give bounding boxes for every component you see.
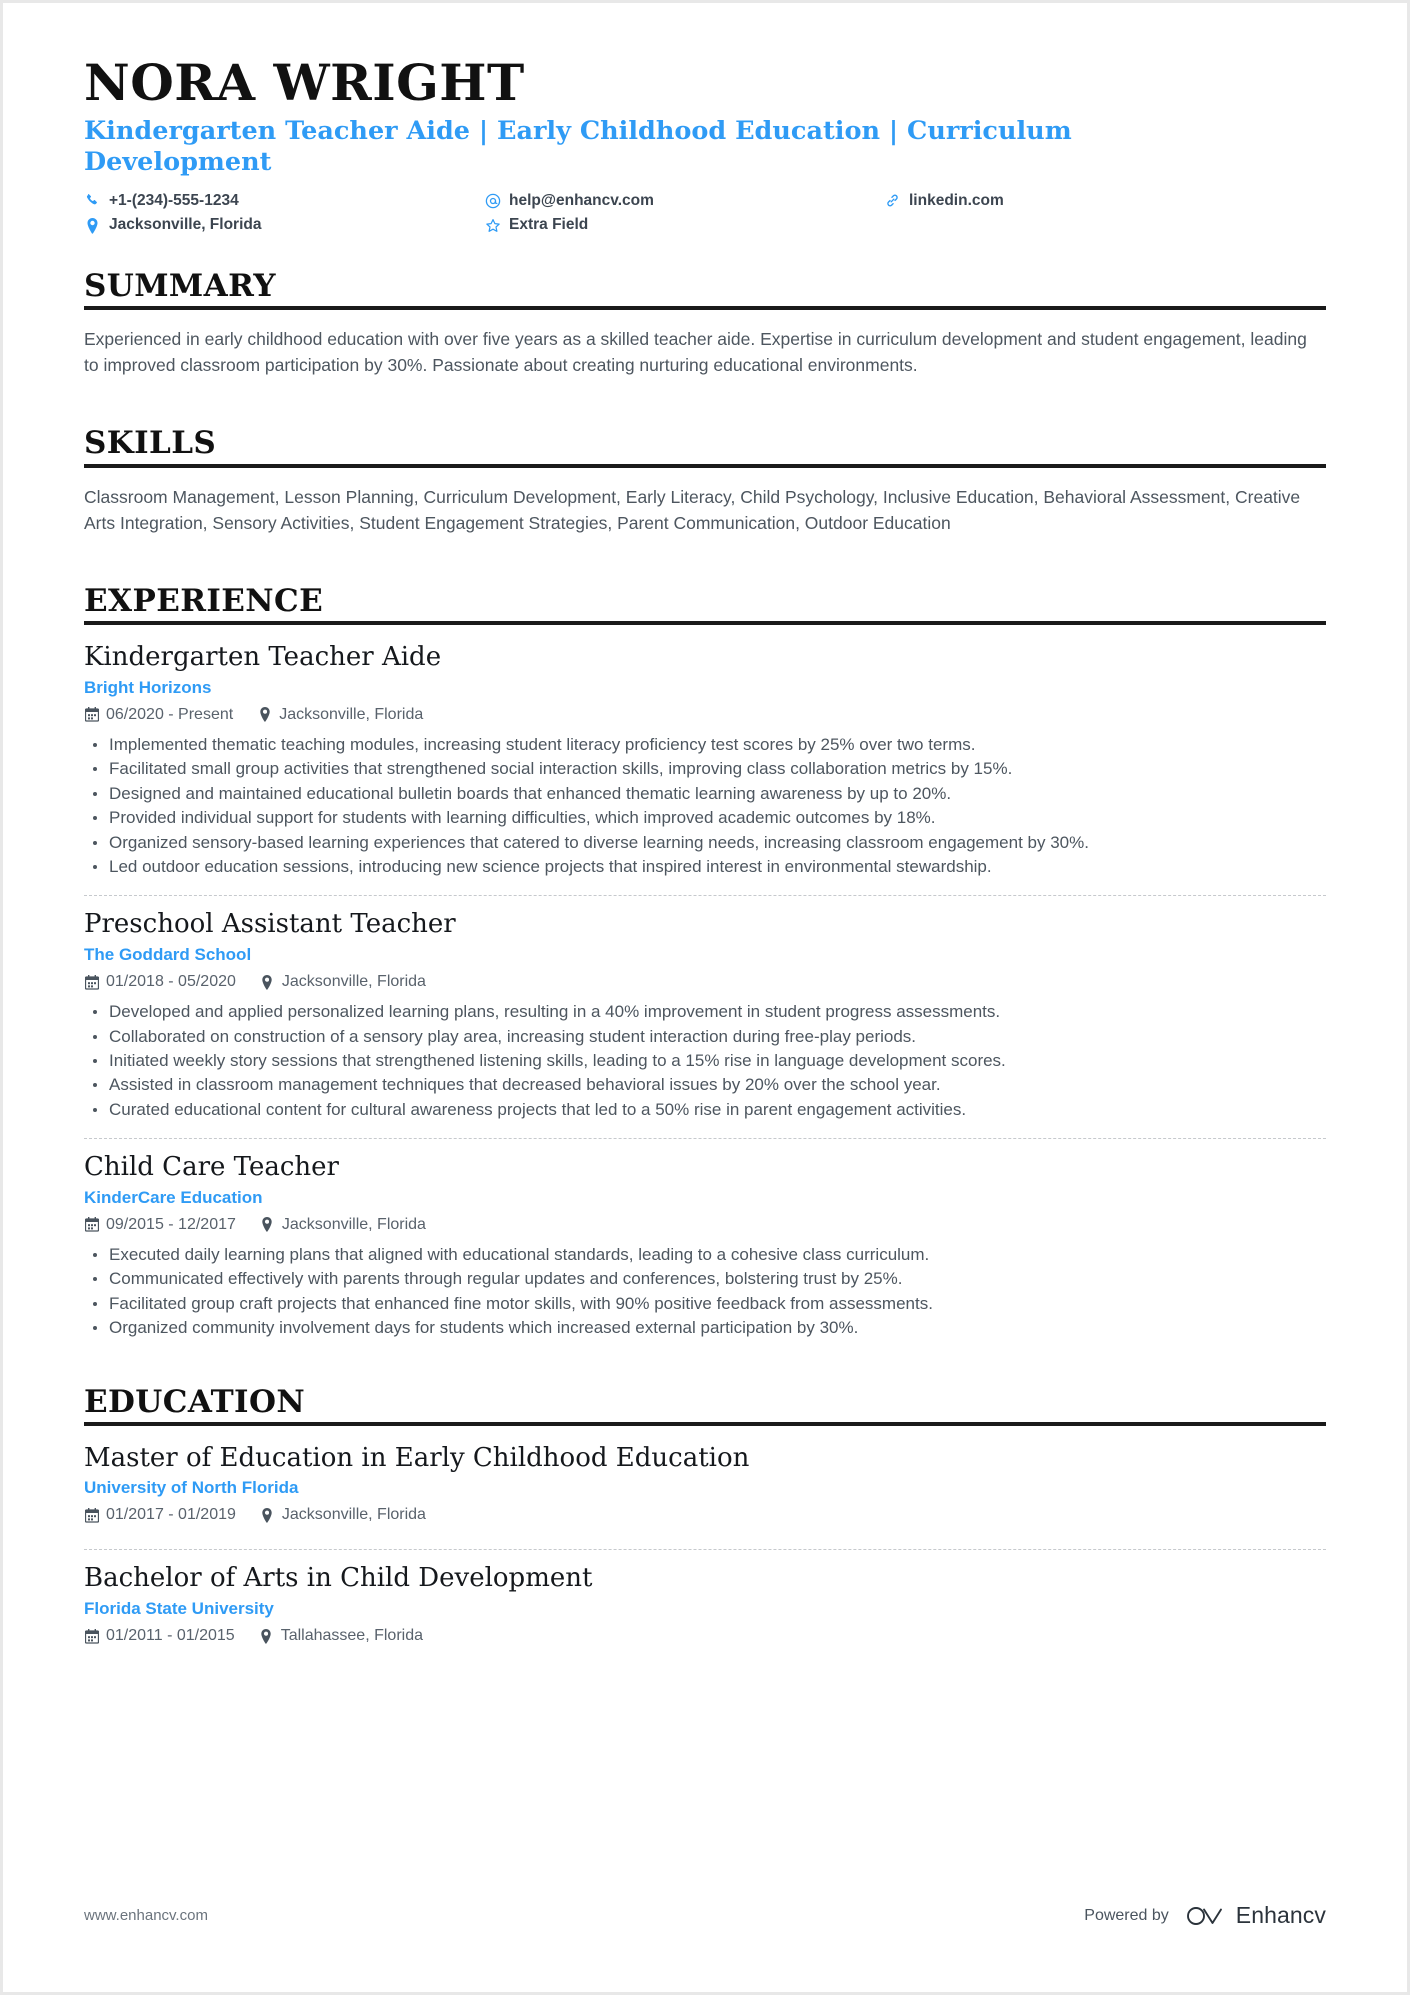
skills-heading: SKILLS [84,425,217,462]
bullet-item: Collaborated on construction of a sensory play area, increasing student interaction during free-play periods. [84,1025,1326,1048]
page-border-left [0,0,3,1995]
email-icon [484,192,501,209]
calendar-icon [84,1628,99,1644]
entry-separator [84,1138,1326,1139]
bullet-item: Facilitated small group activities that strengthened social interaction skills, improving class collaboration metrics by 15%. [84,757,1326,780]
education-dates-text: 01/2011 - 01/2015 [106,1627,235,1645]
education-dates-text: 01/2017 - 01/2019 [106,1506,236,1524]
contact-phone-text: +1-(234)-555-1234 [109,191,239,209]
link-icon [884,192,901,209]
education-location-text: Tallahassee, Florida [280,1627,423,1645]
experience-entry [84,908,1326,1128]
job-bullets [84,1243,1326,1340]
school-name[interactable]: University of North Florida [84,1478,299,1498]
contact-linkedin-text: linkedin.com [909,191,1004,209]
enhancv-logo-mark [1185,1904,1227,1928]
bullet-item: Initiated weekly story sessions that strengthened listening skills, leading to a 15% rise in language development scores. [84,1049,1326,1072]
calendar-icon [84,1217,99,1233]
job-dates-text: 09/2015 - 12/2017 [106,1215,236,1233]
contact-info [84,192,1326,235]
job-location-text: Jacksonville, Florida [279,705,424,723]
summary-text: Experienced in early childhood education with over five years as a skilled teacher aide. Expertise in curriculum development and student engagement, leading to improved classroom participation by 30%. Passionate about creating nurturing educational environments. [84,328,1307,376]
bullet-item: Executed daily learning plans that aligned with educational standards, leading to a cohesive class curriculum. [84,1243,1326,1266]
calendar-icon [84,707,99,723]
contact-email-text: help@enhancv.com [509,191,654,209]
education-entry [84,1562,1326,1660]
calendar-icon [84,974,99,990]
phone-icon [84,192,101,209]
company-name[interactable]: KinderCare Education [84,1187,263,1207]
spacer [84,382,1326,426]
job-bullets [84,1000,1326,1121]
location-pin-icon [257,707,272,723]
calendar-icon [84,1507,99,1523]
location-pin-icon [260,1507,275,1523]
footer-website-url[interactable]: www.enhancv.com [84,1907,208,1924]
bullet-item: Curated educational content for cultural awareness projects that led to a 50% rise in parent engagement activities. [84,1098,1326,1121]
job-location [260,1216,426,1234]
location-pin-icon [259,1628,274,1644]
bullet-item: Organized community involvement days for students which increased external participation by 30%. [84,1316,1326,1339]
spacer [84,1351,1326,1385]
summary-rule [84,306,1326,310]
education-location [260,1506,426,1524]
job-location [257,706,423,724]
education-entry [84,1442,1326,1540]
contact-extra-field[interactable] [484,216,884,235]
powered-by-label: Powered by [1084,1906,1169,1924]
education-meta [84,1506,1326,1524]
entry-separator [84,1549,1326,1550]
experience-entry [84,1151,1326,1346]
school-name[interactable]: Florida State University [84,1598,274,1618]
candidate-headline: Kindergarten Teacher Aide | Early Childhood Education | Curriculum Development [84,116,1072,177]
summary-heading: SUMMARY [84,267,276,304]
entry-separator [84,895,1326,896]
job-dates [84,706,233,724]
bullet-item: Implemented thematic teaching modules, increasing student literacy proficiency test scores by 25% over two terms. [84,733,1326,756]
job-title: Kindergarten Teacher Aide [84,642,442,673]
company-name[interactable]: Bright Horizons [84,677,212,697]
job-location-text: Jacksonville, Florida [281,973,426,991]
bullet-item: Provided individual support for students with learning difficulties, which improved academic outcomes by 18%. [84,806,1326,829]
page-footer [84,1902,1326,1929]
section-skills [84,426,1326,536]
contact-extra-field-text: Extra Field [509,216,589,234]
section-summary [84,269,1326,379]
experience-heading: EXPERIENCE [84,583,324,620]
contact-location-text: Jacksonville, Florida [109,216,262,234]
job-dates [84,973,236,991]
job-location-text: Jacksonville, Florida [281,1215,426,1233]
bullet-item: Facilitated group craft projects that enhanced fine motor skills, with 90% positive feedback from assessments. [84,1292,1326,1315]
location-pin-icon [260,1217,275,1233]
bullet-item: Led outdoor education sessions, introducing new science projects that inspired interest in environmental stewardship. [84,855,1326,878]
enhancv-logo[interactable] [1185,1902,1326,1929]
job-location [260,973,426,991]
job-bullets [84,733,1326,879]
skills-rule [84,464,1326,468]
degree-title: Bachelor of Arts in Child Development [84,1563,593,1594]
job-meta [84,973,1326,991]
company-name[interactable]: The Goddard School [84,944,252,964]
spacer [84,540,1326,584]
section-education [84,1385,1326,1660]
education-location [259,1627,423,1645]
job-meta [84,1216,1326,1234]
job-dates [84,1216,236,1234]
job-title: Preschool Assistant Teacher [84,909,456,940]
bullet-item: Designed and maintained educational bulletin boards that enhanced thematic learning awareness by up to 20%. [84,782,1326,805]
education-location-text: Jacksonville, Florida [281,1506,426,1524]
job-title: Child Care Teacher [84,1152,339,1183]
star-icon [484,217,501,234]
bullet-item: Assisted in classroom management techniques that decreased behavioral issues by 20% over the school year. [84,1073,1326,1096]
contact-phone[interactable] [84,192,484,211]
education-heading: EDUCATION [84,1383,306,1420]
experience-entry [84,641,1326,885]
footer-branding [1084,1902,1326,1929]
location-pin-icon [260,974,275,990]
job-meta [84,706,1326,724]
location-pin-icon [84,217,101,234]
degree-title: Master of Education in Early Childhood Education [84,1442,750,1473]
skills-text: Classroom Management, Lesson Planning, Curriculum Development, Early Literacy, Child Psychology, Inclusive Education, Behavioral Assessment, Creative Arts Integration, Sensory Activities, Student Engagement Strategies, Parent Communication, Outdoor Education [84,486,1301,533]
contact-email[interactable] [484,192,884,211]
bullet-item: Developed and applied personalized learning plans, resulting in a 40% improvement in student progress assessments. [84,1000,1326,1023]
bullet-item: Organized sensory-based learning experiences that catered to diverse learning needs, increasing classroom engagement by 30%. [84,831,1326,854]
education-dates [84,1627,235,1645]
candidate-name: NORA WRIGHT [84,53,525,112]
contact-linkedin[interactable] [884,192,1326,211]
experience-rule [84,621,1326,625]
job-dates-text: 06/2020 - Present [106,705,234,723]
resume-content [84,53,1326,1664]
contact-location[interactable] [84,216,484,235]
enhancv-wordmark: Enhancv [1235,1902,1326,1928]
education-rule [84,1422,1326,1426]
education-meta [84,1627,1326,1645]
section-experience [84,584,1326,1347]
job-dates-text: 01/2018 - 05/2020 [106,973,236,991]
education-dates [84,1506,236,1524]
page-border-top [0,0,1410,3]
bullet-item: Communicated effectively with parents through regular updates and conferences, bolstering trust by 25%. [84,1267,1326,1290]
